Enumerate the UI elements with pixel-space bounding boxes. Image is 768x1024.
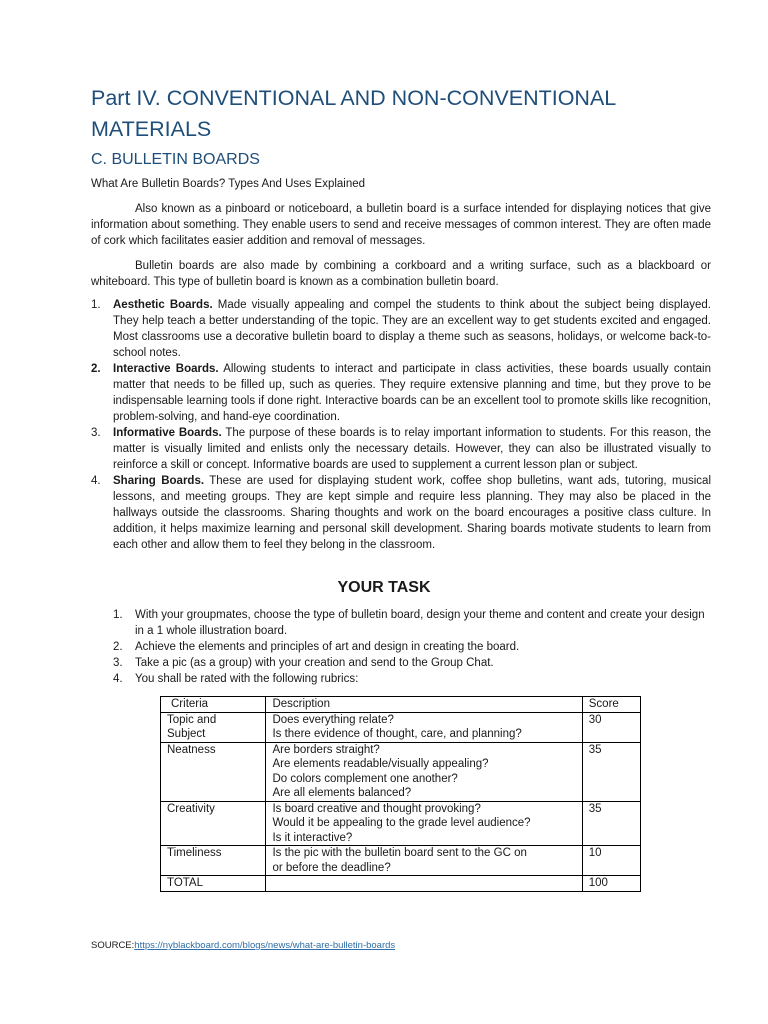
section-subtitle: What Are Bulletin Boards? Types And Uses Explained [91,178,366,190]
board-type-text: These are used for displaying student work, coffee shop bulletins, want ads, tutoring, musical lessons, and meeting groups. They are kept simple and require less planning. They may also be placed in the hallways outside the classrooms. Sharing thoughts and work on the board encourages a positive class culture. In addition, it helps maximize learning and personal skill development. Sharing boards motivate students to learn from each other and allow them to feel they belong in the classroom. [113,475,711,551]
cell-line: Would it be appealing to the grade level audience? [272,817,531,829]
cell-line: Are elements readable/visually appealing? [272,758,489,770]
description-cell [266,712,582,742]
cell-line: TOTAL [167,877,203,889]
list-number: 4. [91,475,101,487]
cell-line: 100 [588,877,608,889]
criteria-cell [161,846,266,876]
source-link[interactable]: https://nyblackboard.com/blogs/news/what-are-bulletin-boards [134,940,396,951]
column-header-description: Description [266,697,582,713]
cell-line: Is board creative and thought provoking? [272,802,481,815]
list-item [113,639,713,655]
cell-line: Subject [167,728,206,740]
column-header-criteria: Criteria [161,697,266,713]
list-item [91,473,711,553]
cell-line: Are borders straight? [272,743,380,756]
table-header-row [161,697,641,713]
task-text: Achieve the elements and principles of art and design in creating the board. [135,641,520,653]
list-item [91,361,711,425]
list-number: 3. [113,657,123,669]
cell-line: Creativity [167,802,215,815]
list-item [113,671,713,687]
description-cell [266,742,582,801]
section-title: C. BULLETIN BOARDS [91,151,260,168]
board-type-text: The purpose of these boards is to relay important information to students. For this reason, the matter is visually limited and enlists only the necessary details. However, they can also be illustrated visually to reinforce a skill or concept. Informative boards are used to supplement a current lesson plan or subject. [113,427,711,471]
table-row [161,801,641,846]
board-types-list [91,297,711,553]
rubric-table [160,696,641,892]
criteria-cell [161,712,266,742]
cell-line: 35 [588,802,602,815]
board-type-title: Informative Boards. [113,427,222,439]
cell-line: Is there evidence of thought, care, and planning? [272,728,522,740]
cell-line: Are all elements balanced? [272,787,412,799]
intro-paragraph-1: Also known as a pinboard or noticeboard, a bulletin board is a surface intended for displaying notices that give information about something. They enable users to send and receive messages of common interest. They are often made of cork which facilitates easier addition and removal of messages. [91,203,711,247]
score-cell [582,742,640,801]
board-type-title: Sharing Boards. [113,475,205,487]
task-title: YOUR TASK [337,579,431,596]
task-text: With your groupmates, choose the type of bulletin board, design your theme and content and create your design in a 1 whole illustration board. [135,609,705,637]
cell-line: or before the deadline? [272,861,391,874]
score-cell [582,876,640,892]
criteria-cell [161,742,266,801]
list-item [91,297,711,361]
list-number: 2. [113,641,123,653]
list-item [91,425,711,473]
part-title: Part IV. CONVENTIONAL AND NON-CONVENTIONAL MATERIALS [91,86,616,141]
list-number: 1. [113,609,123,621]
task-list [113,607,713,687]
score-cell [582,801,640,846]
cell-line: 10 [588,847,602,859]
list-number: 4. [113,673,123,685]
cell-line: Timeliness [167,847,222,859]
list-number: 2. [91,363,101,375]
rubric-body [161,712,641,891]
board-type-title: Aesthetic Boards. [113,299,213,311]
source-citation [91,939,395,952]
cell-line: Topic and [167,713,217,726]
description-cell [266,801,582,846]
cell-line: 30 [588,713,602,726]
source-label: SOURCE: [91,940,135,951]
intro-paragraph-2: Bulletin boards are also made by combining a corkboard and a writing surface, such as a blackboard or whiteboard. This type of bulletin board is known as a combination bulletin board. [91,260,711,288]
cell-line: 35 [588,743,602,756]
board-type-title: Interactive Boards. [113,363,219,375]
board-type-text: Allowing students to interact and participate in class activities, these boards usually contain matter that needs to be filled up, such as queries. They require extensive planning and time, but they prove to be indispensable learning tools if done right. Interactive boards can be an excellent tool to promote skills like recognition, problem-solving, and hand-eye coordination. [113,363,711,423]
criteria-cell [161,801,266,846]
description-cell [266,846,582,876]
task-text: You shall be rated with the following rubrics: [135,673,359,685]
table-row [161,742,641,801]
table-row [161,846,641,876]
table-row [161,876,641,892]
description-cell [266,876,582,892]
task-text: Take a pic (as a group) with your creation and send to the Group Chat. [135,657,494,669]
column-header-score: Score [582,697,640,713]
list-item [113,607,713,639]
criteria-cell [161,876,266,892]
cell-line: Is it interactive? [272,831,353,844]
cell-line: Is the pic with the bulletin board sent to the GC on [272,847,527,859]
cell-line: Neatness [167,743,216,756]
cell-line: Do colors complement one another? [272,772,458,785]
cell-line [272,876,575,891]
cell-line: Does everything relate? [272,713,394,726]
board-type-text: Made visually appealing and compel the students to think about the subject being displayed. They help teach a better understanding of the topic. They are an excellent way to get students excited and engaged. Most classrooms use a decorative bulletin board to display a theme such as seasons, holidays, or welcome back-to-school notes. [113,299,711,359]
list-number: 3. [91,427,101,439]
list-item [113,655,713,671]
list-number: 1. [91,299,101,311]
table-row [161,712,641,742]
score-cell [582,712,640,742]
score-cell [582,846,640,876]
